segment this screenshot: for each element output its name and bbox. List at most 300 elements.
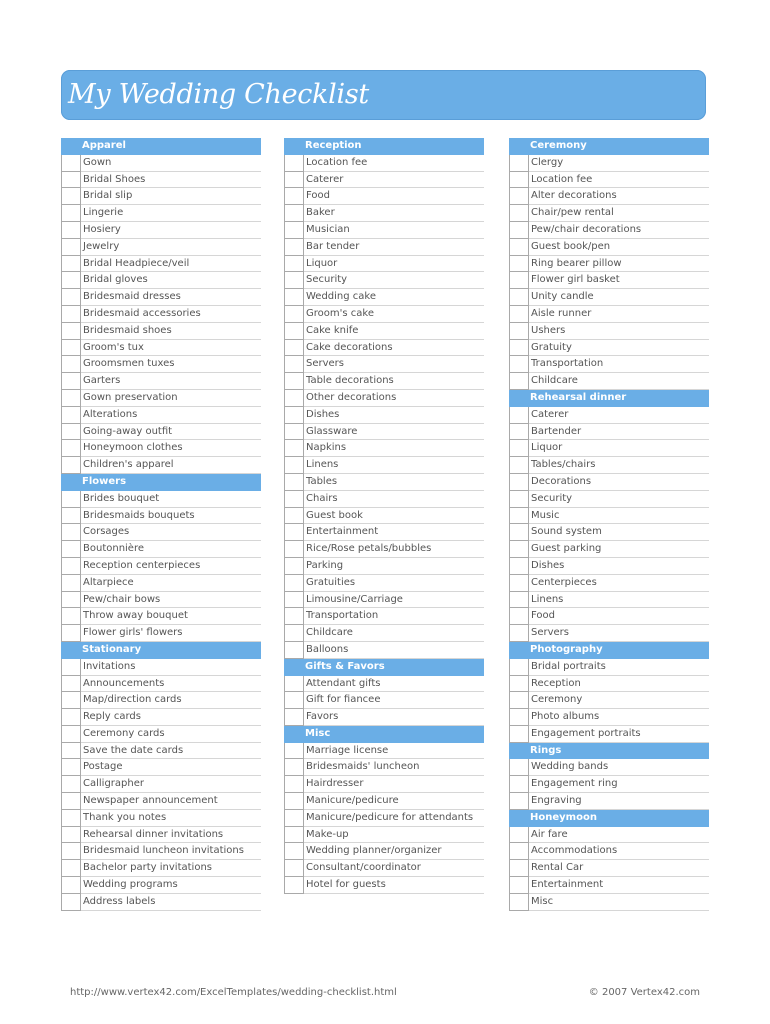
checklist-item-label: Entertainment	[306, 526, 379, 538]
checklist-item-label: Wedding programs	[83, 879, 178, 891]
checklist-item-label: Linens	[306, 459, 339, 471]
section-header-label: Flowers	[82, 475, 127, 487]
checkbox[interactable]	[61, 743, 81, 760]
checkbox[interactable]	[509, 877, 529, 894]
checklist-item	[509, 508, 709, 525]
checklist-item-label: Gown	[83, 156, 112, 168]
checklist-item	[61, 558, 261, 575]
checkbox[interactable]	[509, 827, 529, 844]
checkbox[interactable]	[61, 877, 81, 894]
checkbox[interactable]	[61, 205, 81, 222]
checkbox[interactable]	[284, 676, 304, 693]
checklist-item-label: Postage	[83, 761, 123, 773]
checkbox[interactable]	[61, 776, 81, 793]
checklist-item	[509, 306, 709, 323]
checklist-item-label: Table decorations	[306, 375, 394, 387]
checkbox[interactable]	[509, 608, 529, 625]
checkbox[interactable]	[61, 659, 81, 676]
checklist-item-label: Other decorations	[306, 391, 397, 403]
checkbox[interactable]	[61, 894, 81, 911]
page-title: My Wedding Checklist	[68, 79, 369, 110]
checklist-item	[509, 692, 709, 709]
checklist-item	[61, 491, 261, 508]
checkbox[interactable]	[509, 592, 529, 609]
checklist-item	[509, 222, 709, 239]
checklist-item	[509, 659, 709, 676]
checkbox[interactable]	[284, 625, 304, 642]
checkbox[interactable]	[61, 155, 81, 172]
checklist-item	[509, 608, 709, 625]
checklist-item-label: Pew/chair decorations	[531, 223, 642, 235]
checklist-item-label: Newspaper announcement	[83, 795, 218, 807]
checklist-item	[284, 256, 484, 273]
checklist-item	[61, 843, 261, 860]
checkbox[interactable]	[61, 340, 81, 357]
section-header	[61, 642, 261, 659]
checklist-item-label: Flower girls' flowers	[83, 627, 183, 639]
checkbox[interactable]	[61, 827, 81, 844]
checklist-item-label: Chair/pew rental	[531, 207, 614, 219]
checkbox[interactable]	[61, 222, 81, 239]
checkbox[interactable]	[509, 575, 529, 592]
checkbox[interactable]	[284, 440, 304, 457]
checklist-item	[284, 877, 484, 894]
checklist-item	[509, 424, 709, 441]
checklist-item	[61, 894, 261, 911]
checkbox[interactable]	[509, 239, 529, 256]
checklist-item-label: Balloons	[306, 643, 349, 655]
checkbox[interactable]	[284, 575, 304, 592]
checklist-item	[284, 776, 484, 793]
checklist-item-label: Guest book/pen	[531, 240, 611, 252]
checkbox[interactable]	[509, 272, 529, 289]
checklist-item-label: Reply cards	[83, 711, 141, 723]
checklist-item	[61, 256, 261, 273]
checklist-item	[509, 843, 709, 860]
checklist-item	[509, 491, 709, 508]
checkbox[interactable]	[284, 793, 304, 810]
checklist-column-3	[509, 138, 709, 911]
checklist-item	[61, 759, 261, 776]
checklist-item	[284, 625, 484, 642]
checkbox[interactable]	[61, 306, 81, 323]
checkbox[interactable]	[509, 440, 529, 457]
checkbox[interactable]	[509, 340, 529, 357]
checkbox[interactable]	[61, 172, 81, 189]
checklist-item-label: Tables/chairs	[531, 459, 596, 471]
checklist-item	[61, 172, 261, 189]
checklist-item	[61, 743, 261, 760]
checkbox[interactable]	[509, 407, 529, 424]
checkbox[interactable]	[61, 810, 81, 827]
checkbox[interactable]	[509, 541, 529, 558]
checklist-item	[284, 390, 484, 407]
checklist-item-label: Cake decorations	[306, 341, 393, 353]
checklist-item-label: Bridal gloves	[83, 274, 148, 286]
checkbox[interactable]	[284, 642, 304, 659]
checkbox[interactable]	[61, 608, 81, 625]
checklist-item-label: Servers	[531, 627, 570, 639]
checklist-item-label: Chairs	[306, 492, 338, 504]
checkbox[interactable]	[284, 424, 304, 441]
checkbox[interactable]	[61, 390, 81, 407]
checklist-item-label: Location fee	[306, 156, 368, 168]
checkbox[interactable]	[509, 474, 529, 491]
checkbox[interactable]	[284, 524, 304, 541]
checklist-item-label: Brides bouquet	[83, 492, 160, 504]
checklist-item-label: Throw away bouquet	[83, 610, 188, 622]
checkbox[interactable]	[61, 709, 81, 726]
checklist-item	[61, 289, 261, 306]
checkbox[interactable]	[509, 676, 529, 693]
checklist-item-label: Bridal slip	[83, 190, 133, 202]
checklist-item-label: Jewelry	[83, 240, 120, 252]
checklist-item-label: Limousine/Carriage	[306, 593, 403, 605]
checklist-item	[509, 558, 709, 575]
checkbox[interactable]	[61, 272, 81, 289]
footer-url-link[interactable]: http://www.vertex42.com/ExcelTemplates/wedding-checklist.html	[70, 987, 397, 998]
checklist-item-label: Food	[306, 190, 330, 202]
checklist-item-label: Corsages	[83, 526, 130, 538]
checklist-item	[284, 759, 484, 776]
checklist-item	[284, 860, 484, 877]
checklist-item	[284, 323, 484, 340]
checkbox[interactable]	[509, 759, 529, 776]
checklist-item-label: Rice/Rose petals/bubbles	[306, 543, 432, 555]
checkbox[interactable]	[509, 205, 529, 222]
checklist-item-label: Thank you notes	[83, 811, 167, 823]
checklist-item	[284, 306, 484, 323]
checkbox[interactable]	[284, 222, 304, 239]
checklist-item-label: Childcare	[306, 627, 353, 639]
checkbox[interactable]	[61, 759, 81, 776]
checkbox[interactable]	[509, 356, 529, 373]
section-header	[284, 726, 484, 743]
checklist-item	[509, 457, 709, 474]
checkbox[interactable]	[284, 172, 304, 189]
checkbox[interactable]	[509, 625, 529, 642]
checkbox[interactable]	[284, 860, 304, 877]
checklist-item-label: Ceremony	[531, 694, 583, 706]
checklist-item-label: Gift for fiancee	[306, 694, 381, 706]
checkbox[interactable]	[509, 424, 529, 441]
checklist-item-label: Bridal Shoes	[83, 173, 146, 185]
checkbox[interactable]	[61, 843, 81, 860]
section-header-label: Rehearsal dinner	[530, 391, 627, 403]
checkbox[interactable]	[284, 155, 304, 172]
checklist-item	[509, 272, 709, 289]
checklist-item	[61, 508, 261, 525]
section-header	[284, 138, 484, 155]
checkbox[interactable]	[509, 524, 529, 541]
checkbox[interactable]	[61, 676, 81, 693]
checklist-item-label: Gratuity	[531, 341, 572, 353]
checklist-item	[284, 289, 484, 306]
checkbox[interactable]	[61, 558, 81, 575]
checklist-item	[284, 541, 484, 558]
checklist-item	[284, 155, 484, 172]
checklist-item-label: Entertainment	[531, 879, 604, 891]
checklist-item-label: Cake knife	[306, 324, 359, 336]
section-header	[61, 138, 261, 155]
section-header	[509, 642, 709, 659]
checklist-item-label: Bridesmaid accessories	[83, 307, 201, 319]
checkbox[interactable]	[509, 323, 529, 340]
checklist-item-label: Invitations	[83, 660, 136, 672]
checklist-item	[61, 810, 261, 827]
checkbox[interactable]	[61, 491, 81, 508]
checkbox[interactable]	[284, 541, 304, 558]
checklist-item	[509, 188, 709, 205]
checkbox[interactable]	[284, 608, 304, 625]
checklist-item	[61, 575, 261, 592]
checklist-item	[61, 608, 261, 625]
checklist-item-label: Dishes	[306, 408, 340, 420]
checklist-item	[61, 390, 261, 407]
checkbox[interactable]	[509, 508, 529, 525]
section-header	[61, 474, 261, 491]
checkbox[interactable]	[509, 709, 529, 726]
checkbox[interactable]	[61, 592, 81, 609]
checklist-item-label: Children's apparel	[83, 459, 174, 471]
checklist-item-label: Ring bearer pillow	[531, 257, 622, 269]
checkbox[interactable]	[284, 877, 304, 894]
checklist-item	[284, 508, 484, 525]
checkbox[interactable]	[284, 776, 304, 793]
checkbox[interactable]	[284, 592, 304, 609]
checklist-item-label: Gown preservation	[83, 391, 178, 403]
checkbox[interactable]	[61, 289, 81, 306]
checkbox[interactable]	[61, 524, 81, 541]
checkbox[interactable]	[61, 239, 81, 256]
checklist-item	[509, 709, 709, 726]
checklist-item	[509, 894, 709, 911]
checklist-item-label: Security	[531, 492, 573, 504]
checklist-item	[284, 356, 484, 373]
checkbox[interactable]	[61, 860, 81, 877]
section-header	[509, 390, 709, 407]
checklist-item	[284, 827, 484, 844]
checkbox[interactable]	[61, 508, 81, 525]
checkbox[interactable]	[509, 726, 529, 743]
checkbox[interactable]	[284, 759, 304, 776]
checkbox[interactable]	[284, 373, 304, 390]
checkbox[interactable]	[284, 390, 304, 407]
checkbox[interactable]	[284, 457, 304, 474]
checklist-item-label: Rental Car	[531, 862, 584, 874]
section-header-label: Ceremony	[530, 140, 587, 151]
checklist-item	[509, 205, 709, 222]
checklist-item-label: Caterer	[306, 173, 344, 185]
checklist-item	[284, 205, 484, 222]
checklist-item-label: Address labels	[83, 895, 156, 907]
checkbox[interactable]	[509, 256, 529, 273]
checkbox[interactable]	[509, 155, 529, 172]
checkbox[interactable]	[61, 625, 81, 642]
checkbox[interactable]	[509, 491, 529, 508]
checklist-item	[284, 222, 484, 239]
checklist-item	[61, 205, 261, 222]
section-header-label: Reception	[305, 140, 362, 151]
checkbox[interactable]	[509, 188, 529, 205]
checklist-item-label: Marriage license	[306, 744, 389, 756]
checklist-item-label: Photo albums	[531, 711, 600, 723]
checkbox[interactable]	[284, 239, 304, 256]
checklist-item-label: Dishes	[531, 559, 565, 571]
checkbox[interactable]	[61, 457, 81, 474]
section-header	[509, 743, 709, 760]
checklist-item-label: Hairdresser	[306, 778, 364, 790]
checklist-item-label: Wedding bands	[531, 761, 609, 773]
checkbox[interactable]	[284, 474, 304, 491]
checklist-column-1	[61, 138, 261, 911]
section-header-label: Apparel	[82, 140, 126, 151]
checkbox[interactable]	[284, 256, 304, 273]
checklist-item-label: Rehearsal dinner invitations	[83, 828, 224, 840]
checklist-item-label: Calligrapher	[83, 778, 144, 790]
checklist-item	[509, 474, 709, 491]
checkbox[interactable]	[509, 894, 529, 911]
checkbox[interactable]	[509, 222, 529, 239]
checklist-item-label: Reception	[531, 677, 581, 689]
checklist-item-label: Baker	[306, 207, 335, 219]
checkbox[interactable]	[61, 793, 81, 810]
checkbox[interactable]	[509, 558, 529, 575]
checklist-item	[284, 172, 484, 189]
checkbox[interactable]	[61, 692, 81, 709]
checklist-item	[509, 726, 709, 743]
checklist-item-label: Engagement ring	[531, 778, 618, 790]
checkbox[interactable]	[61, 726, 81, 743]
checkbox[interactable]	[284, 340, 304, 357]
checklist-item	[509, 575, 709, 592]
checkbox[interactable]	[509, 172, 529, 189]
checklist-item-label: Hotel for guests	[306, 879, 386, 891]
checklist-item-label: Wedding cake	[306, 291, 377, 303]
checklist-item	[61, 323, 261, 340]
checklist-item-label: Servers	[306, 358, 345, 370]
checkbox[interactable]	[509, 306, 529, 323]
checklist-item	[509, 356, 709, 373]
checkbox[interactable]	[284, 558, 304, 575]
checklist-item	[61, 272, 261, 289]
checklist-item-label: Liquor	[306, 257, 338, 269]
checkbox[interactable]	[61, 323, 81, 340]
checklist-item	[509, 625, 709, 642]
checklist-item	[284, 558, 484, 575]
checklist-item	[509, 524, 709, 541]
checklist-item	[61, 827, 261, 844]
checklist-item-label: Aisle runner	[531, 307, 592, 319]
checklist-item-label: Parking	[306, 559, 344, 571]
checklist-item	[61, 188, 261, 205]
checkbox[interactable]	[61, 424, 81, 441]
checkbox[interactable]	[284, 356, 304, 373]
checklist-item-label: Centerpieces	[531, 576, 597, 588]
checkbox[interactable]	[61, 256, 81, 273]
checklist-item	[509, 860, 709, 877]
checklist-item-label: Save the date cards	[83, 744, 184, 756]
checklist-item	[61, 726, 261, 743]
checklist-item-label: Bridesmaids' luncheon	[306, 761, 420, 773]
checklist-item	[61, 860, 261, 877]
checklist-item	[284, 491, 484, 508]
checklist-item-label: Bartender	[531, 425, 582, 437]
checklist-item-label: Lingerie	[83, 207, 124, 219]
checklist-item-label: Alter decorations	[531, 190, 617, 202]
checkbox[interactable]	[61, 541, 81, 558]
checkbox[interactable]	[509, 373, 529, 390]
checkbox[interactable]	[509, 793, 529, 810]
checklist-item	[284, 793, 484, 810]
checkbox[interactable]	[284, 491, 304, 508]
checkbox[interactable]	[61, 440, 81, 457]
checkbox[interactable]	[509, 457, 529, 474]
checkbox[interactable]	[284, 188, 304, 205]
checkbox[interactable]	[284, 407, 304, 424]
checklist-item	[284, 743, 484, 760]
checkbox[interactable]	[284, 843, 304, 860]
checklist-item	[61, 155, 261, 172]
checkbox[interactable]	[284, 289, 304, 306]
checklist-column-2	[284, 138, 484, 894]
checklist-item	[284, 340, 484, 357]
checkbox[interactable]	[284, 508, 304, 525]
checkbox[interactable]	[284, 306, 304, 323]
checklist-item	[284, 524, 484, 541]
checkbox[interactable]	[284, 709, 304, 726]
checklist-item-label: Bridesmaids bouquets	[83, 509, 195, 521]
checkbox[interactable]	[61, 575, 81, 592]
checkbox[interactable]	[61, 356, 81, 373]
checklist-item	[509, 877, 709, 894]
checkbox[interactable]	[284, 810, 304, 827]
checklist-item-label: Bridal Headpiece/veil	[83, 257, 190, 269]
checklist-item	[509, 676, 709, 693]
checkbox[interactable]	[61, 407, 81, 424]
checkbox[interactable]	[509, 860, 529, 877]
checkbox[interactable]	[284, 692, 304, 709]
checklist-item-label: Glassware	[306, 425, 358, 437]
checkbox[interactable]	[509, 692, 529, 709]
checklist-item-label: Linens	[531, 593, 564, 605]
checklist-item	[509, 407, 709, 424]
checklist-item-label: Liquor	[531, 442, 563, 454]
checklist-item	[509, 373, 709, 390]
checklist-item	[61, 340, 261, 357]
checkbox[interactable]	[284, 272, 304, 289]
checkbox[interactable]	[509, 289, 529, 306]
checkbox[interactable]	[509, 659, 529, 676]
section-header	[509, 810, 709, 827]
checkbox[interactable]	[284, 827, 304, 844]
checklist-item	[61, 692, 261, 709]
checkbox[interactable]	[509, 843, 529, 860]
checklist-item-label: Bar tender	[306, 240, 360, 252]
checkbox[interactable]	[284, 205, 304, 222]
section-header-label: Misc	[305, 727, 331, 739]
checklist-item-label: Going-away outfit	[83, 425, 173, 437]
checkbox[interactable]	[284, 323, 304, 340]
checklist-item-label: Flower girl basket	[531, 274, 620, 286]
checkbox[interactable]	[61, 373, 81, 390]
checklist-item	[509, 776, 709, 793]
checkbox[interactable]	[284, 743, 304, 760]
checklist-item	[284, 642, 484, 659]
checklist-item-label: Attendant gifts	[306, 677, 381, 689]
checkbox[interactable]	[61, 188, 81, 205]
checkbox[interactable]	[509, 776, 529, 793]
